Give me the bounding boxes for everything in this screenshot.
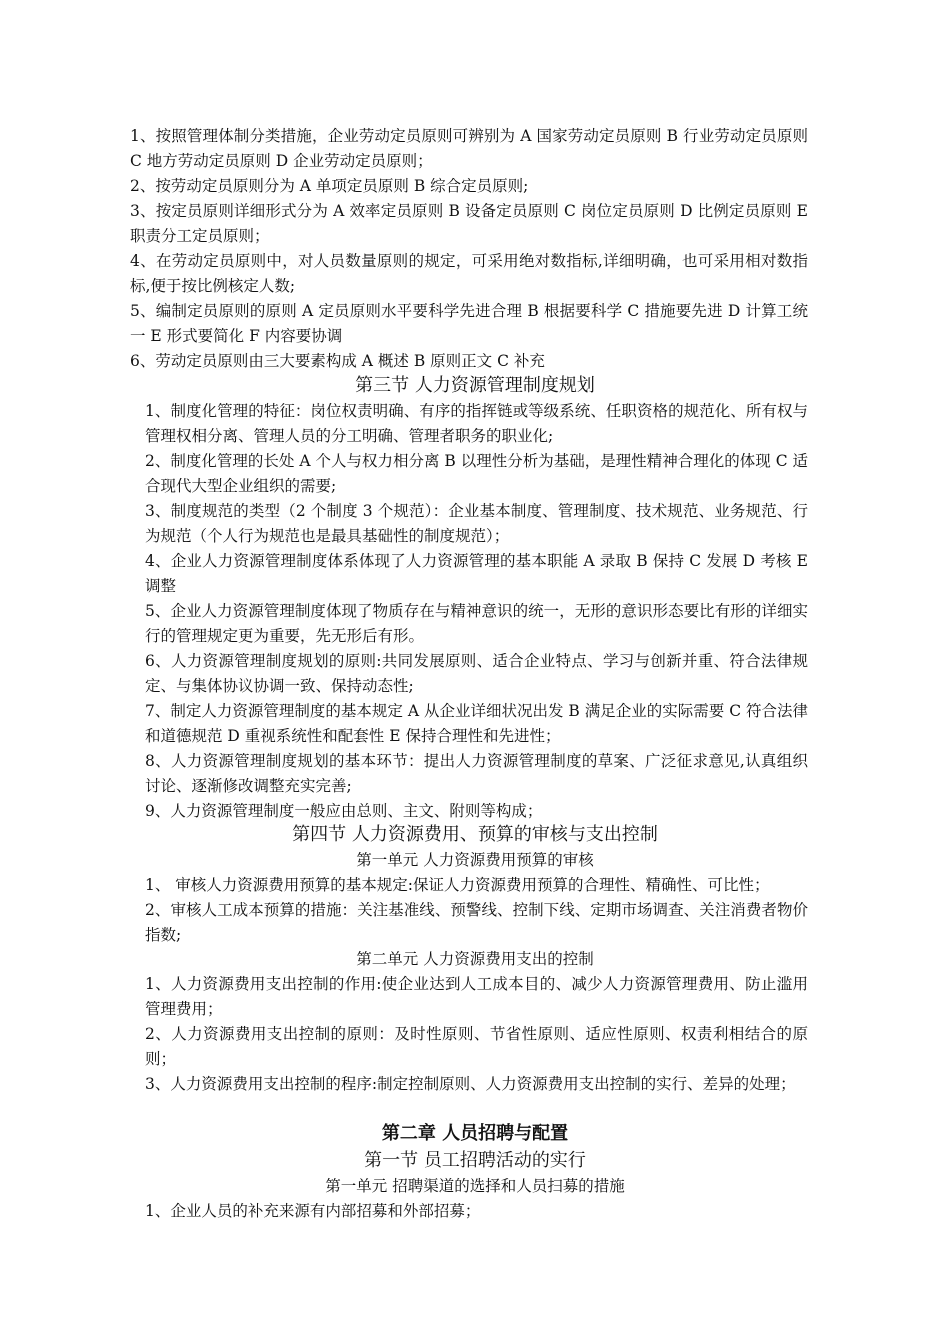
unit-title: 第一单元 人力资源费用预算的审核 xyxy=(356,851,594,869)
list-item: 8、人力资源管理制度规划的基本环节：提出人力资源管理制度的草案、广泛征求意见,认真组织讨论、逐渐修改调整充实完善; xyxy=(145,752,808,795)
list-item: 3、人力资源费用支出控制的程序:制定控制原则、人力资源费用支出控制的实行、差异的处理； xyxy=(145,1075,796,1093)
list-item: 1、按照管理体制分类措施，企业劳动定员原则可辨别为 A 国家劳动定员原则 B 行业劳动定员原则 C 地方劳动定员原则 D 企业劳动定员原则； xyxy=(130,127,808,170)
chapter-title: 第二章 人员招聘与配置 xyxy=(381,1123,569,1144)
list-item: 4、在劳动定员原则中，对人员数量原则的规定，可采用绝对数指标,详细明确，也可采用相对数指标,便于按比例核定人数; xyxy=(130,252,808,295)
list-item: 5、企业人力资源管理制度体现了物质存在与精神意识的统一，无形的意识形态要比有形的详细实行的管理规定更为重要，先无形后有形。 xyxy=(145,602,808,645)
list-item: 6、人力资源管理制度规划的原则:共同发展原则、适合企业特点、学习与创新并重、符合法律规定、与集体协议协调一致、保持动态性; xyxy=(145,652,808,695)
list-item: 3、按定员原则详细形式分为 A 效率定员原则 B 设备定员原则 C 岗位定员原则 D 比例定员原则 E 职责分工定员原则； xyxy=(130,202,808,245)
list-item: 2、制度化管理的长处 A 个人与权力相分离 B 以理性分析为基础，是理性精神合理化的体现 C 适合现代大型企业组织的需要; xyxy=(145,452,808,495)
list-item: 2、审核人工成本预算的措施：关注基准线、预警线、控制下线、定期市场调查、关注消费者物价指数; xyxy=(145,901,808,944)
section-3 xyxy=(0,372,950,824)
unit-title: 第二单元 人力资源费用支出的控制 xyxy=(356,950,594,968)
list-item: 4、企业人力资源管理制度体系体现了人力资源管理的基本职能 A 录取 B 保持 C 发展 D 考核 E 调整 xyxy=(145,552,808,595)
list-item: 3、制度规范的类型（2 个制度 3 个规范）：企业基本制度、管理制度、技术规范、业务规范、行为规范（个人行为规范也是最具基础性的制度规范）； xyxy=(145,502,808,545)
list-item: 2、按劳动定员原则分为 A 单项定员原则 B 综合定员原则; xyxy=(130,177,529,195)
section-4-unit-2 xyxy=(0,947,950,1097)
section-title: 第四节 人力资源费用、预算的审核与支出控制 xyxy=(292,824,658,845)
chapter-2 xyxy=(0,1120,950,1224)
section-4 xyxy=(0,821,950,948)
list-item: 7、制定人力资源管理制度的基本规定 A 从企业详细状况出发 B 满足企业的实际需要 C 符合法律和道德规范 D 重视系统性和配套性 E 保持合理性和先进性； xyxy=(145,702,808,745)
list-item: 1、企业人员的补充来源有内部招募和外部招募； xyxy=(145,1202,481,1220)
list-item: 5、编制定员原则的原则 A 定员原则水平要科学先进合理 B 根据要科学 C 措施要先进 D 计算工统一 E 形式要简化 F 内容要协调 xyxy=(130,302,808,345)
list-item: 1、人力资源费用支出控制的作用:使企业达到人工成本目的、减少人力资源管理费用、防止滥用管理费用； xyxy=(145,975,808,1018)
list-item: 2、人力资源费用支出控制的原则：及时性原则、节省性原则、适应性原则、权责利相结合的原则； xyxy=(145,1025,808,1068)
unit-title: 第一单元 招聘渠道的选择和人员扫募的措施 xyxy=(325,1177,625,1195)
list-item: 1、 审核人力资源费用预算的基本规定:保证人力资源费用预算的合理性、精确性、可比性； xyxy=(145,876,770,894)
intro-list xyxy=(0,124,950,374)
list-item: 6、劳动定员原则由三大要素构成 A 概述 B 原则正文 C 补充 xyxy=(130,352,545,370)
section-title: 第一节 员工招聘活动的实行 xyxy=(364,1150,586,1171)
section-title: 第三节 人力资源管理制度规划 xyxy=(355,375,595,396)
list-item: 1、制度化管理的特征：岗位权责明确、有序的指挥链或等级系统、任职资格的规范化、所有权与管理权相分离、管理人员的分工明确、管理者职务的职业化; xyxy=(145,402,808,445)
list-item: 9、人力资源管理制度一般应由总则、主文、附则等构成； xyxy=(145,802,543,820)
